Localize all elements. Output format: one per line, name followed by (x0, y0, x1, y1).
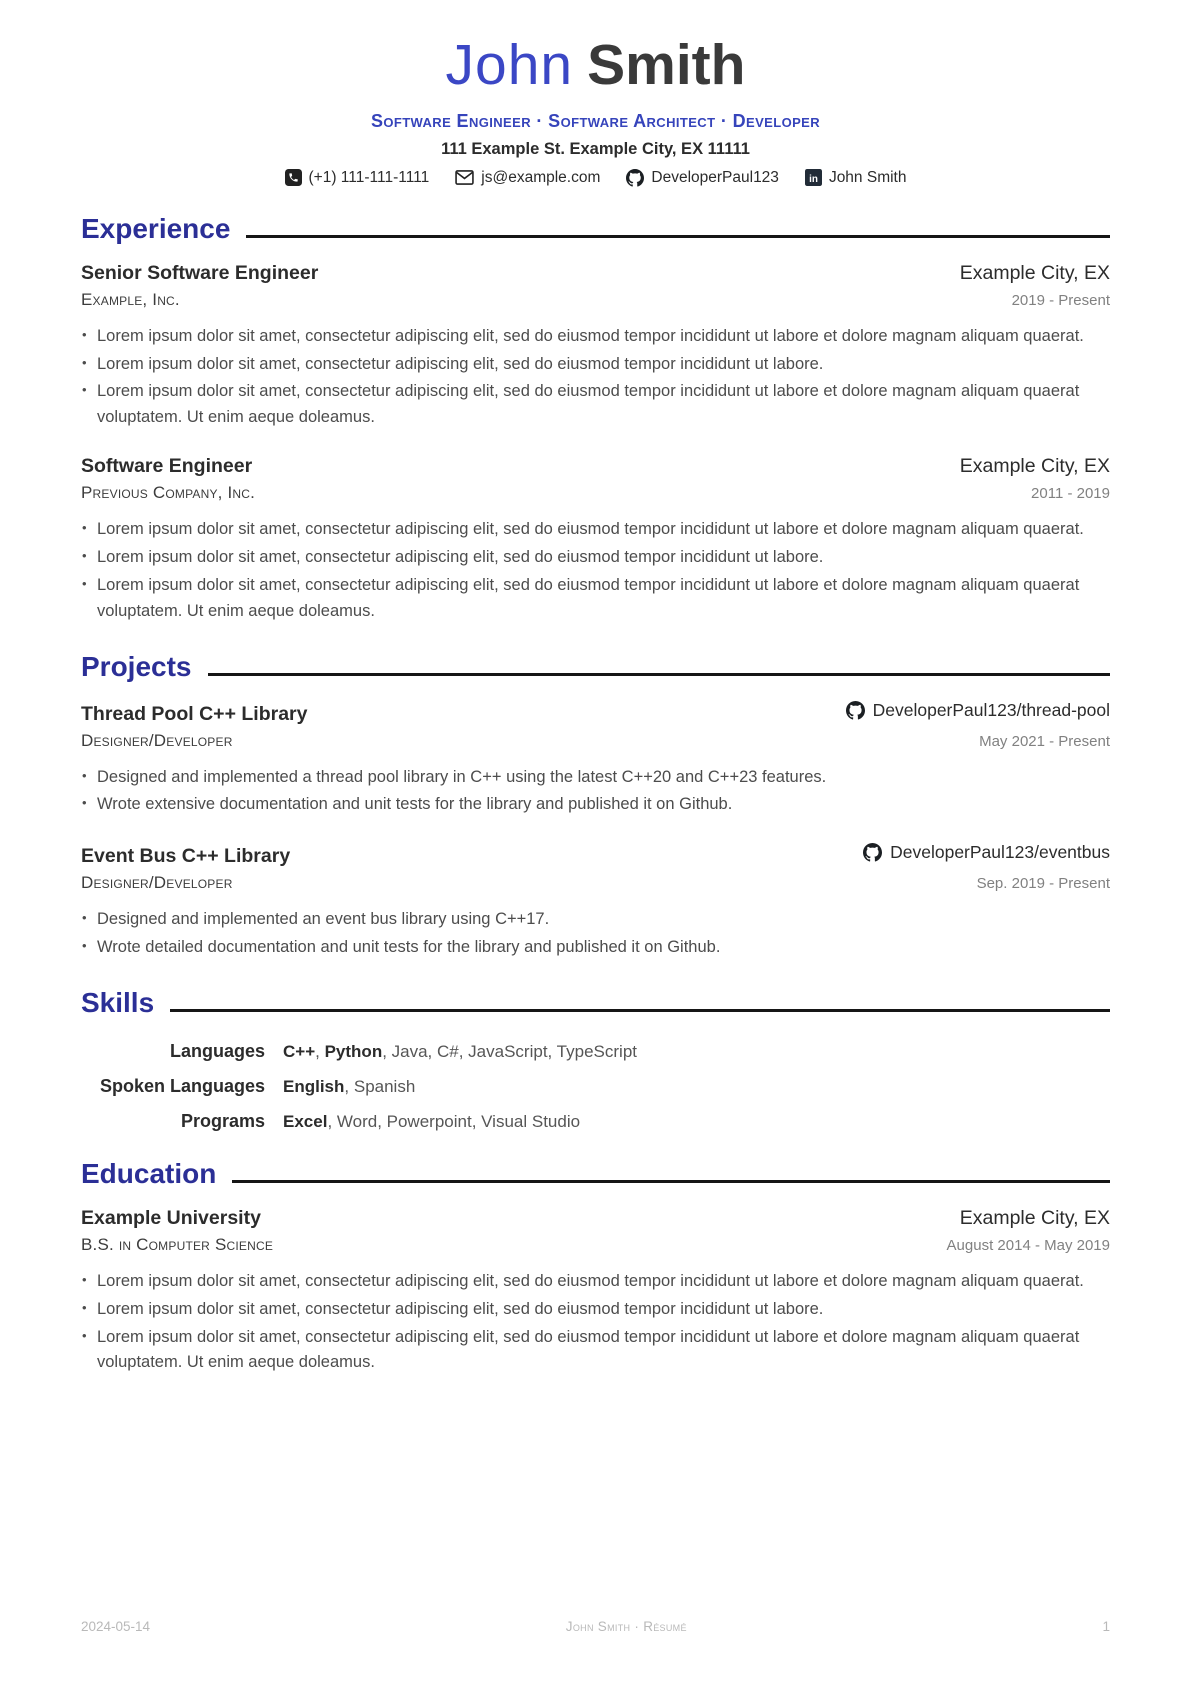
job-company: Previous Company, Inc. (81, 483, 256, 503)
phone-number: (+1) 111-111-1111 (308, 168, 430, 186)
project-bullets (81, 907, 1110, 961)
bullet-item: • Designed and implemented a thread pool library in C++ using the latest C++20 and C++23 features. (81, 765, 1110, 791)
first-name: John (445, 33, 574, 97)
page-title (81, 33, 1110, 97)
bullet-item: • Lorem ipsum dolor sit amet, consectetur adipiscing elit, sed do eiusmod tempor incididunt ut labore et dolore magnam aliquam quaerat. (81, 1269, 1110, 1295)
school-dates: August 2014 - May 2019 (946, 1236, 1110, 1254)
experience-entry (81, 455, 1110, 625)
project-role: Designer/Developer (81, 730, 233, 750)
skill-rest: , Java, C#, JavaScript, TypeScript (382, 1041, 637, 1061)
project-repo-link[interactable] (846, 700, 1110, 721)
page-footer (81, 1619, 1110, 1634)
project-repo: DeveloperPaul123/thread-pool (872, 699, 1110, 720)
section-skills (81, 988, 1110, 1132)
skill-rest: , Spanish (344, 1076, 416, 1096)
phone-link[interactable] (285, 169, 430, 187)
github-link[interactable] (626, 169, 779, 187)
skill-values (283, 1112, 1110, 1132)
skill-bold: Python (324, 1041, 383, 1061)
skill-sep: , (315, 1041, 325, 1061)
project-title: Event Bus C++ Library (81, 845, 291, 868)
section-title-experience: Experience (81, 212, 231, 244)
address: 111 Example St. Example City, EX 11111 (441, 139, 750, 158)
section-title-projects: Projects (81, 650, 192, 682)
education-entry (81, 1207, 1110, 1377)
project-entry (81, 842, 1110, 961)
job-location: Example City, EX (959, 261, 1110, 284)
project-entry (81, 700, 1110, 819)
section-title-skills: Skills (81, 987, 155, 1019)
mail-icon (455, 170, 474, 185)
skill-bold: English (283, 1076, 345, 1096)
footer-page-number: 1 (1102, 1619, 1110, 1634)
skill-label: Languages (169, 1040, 265, 1061)
bullet-item: • Lorem ipsum dolor sit amet, consectetur adipiscing elit, sed do eiusmod tempor incididunt ut labore et dolore magnam aliquam quaerat. (81, 517, 1110, 543)
footer-title: John Smith · Résumé (565, 1619, 687, 1634)
bullet-item: • Lorem ipsum dolor sit amet, consectetur adipiscing elit, sed do eiusmod tempor incididunt ut labore et dolore magnam aliquam quaerat voluptatem. Ut enim aeque doleamus. (81, 1325, 1110, 1377)
school-name: Example University (81, 1206, 261, 1229)
bullet-item: • Lorem ipsum dolor sit amet, consectetur adipiscing elit, sed do eiusmod tempor incididunt ut labore. (81, 1297, 1110, 1323)
skill-bold: C++ (283, 1041, 316, 1061)
bullet-item: • Designed and implemented an event bus library using C++17. (81, 907, 1110, 933)
email-link[interactable] (455, 169, 600, 187)
skill-label: Spoken Languages (99, 1075, 265, 1096)
education-bullets (81, 1269, 1110, 1377)
school-degree: B.S. in Computer Science (81, 1234, 274, 1254)
project-title: Thread Pool C++ Library (81, 702, 308, 725)
school-location: Example City, EX (959, 1206, 1110, 1229)
job-title: Senior Software Engineer (81, 261, 319, 284)
project-bullets (81, 765, 1110, 819)
project-role: Designer/Developer (81, 873, 233, 893)
section-projects (81, 652, 1110, 961)
skill-values (283, 1077, 1110, 1097)
linkedin-name: John Smith (828, 168, 907, 186)
bullet-item: • Lorem ipsum dolor sit amet, consectetur adipiscing elit, sed do eiusmod tempor incididunt ut labore et dolore magnam aliquam quaerat voluptatem. Ut enim aeque doleamus. (81, 379, 1110, 431)
skill-label: Programs (180, 1110, 265, 1131)
experience-entry (81, 262, 1110, 432)
skill-values (283, 1042, 1110, 1062)
last-name: Smith (587, 33, 746, 97)
bullet-item: • Lorem ipsum dolor sit amet, consectetur adipiscing elit, sed do eiusmod tempor incididunt ut labore. (81, 545, 1110, 571)
github-icon (863, 843, 882, 862)
section-rule (208, 673, 1111, 676)
project-dates: Sep. 2019 - Present (976, 875, 1110, 893)
bullet-item: • Lorem ipsum dolor sit amet, consectetur adipiscing elit, sed do eiusmod tempor incididunt ut labore et dolore magnam aliquam quaerat. (81, 324, 1110, 350)
section-rule (246, 235, 1110, 238)
section-title-education: Education (81, 1157, 217, 1189)
job-dates: 2019 - Present (1011, 291, 1110, 309)
footer-date: 2024-05-14 (81, 1619, 151, 1634)
tagline: Software Engineer · Software Architect · Developer (370, 110, 821, 131)
skill-bold: Excel (283, 1111, 328, 1131)
skill-rest: , Word, Powerpoint, Visual Studio (327, 1111, 581, 1131)
bullet-item: • Lorem ipsum dolor sit amet, consectetur adipiscing elit, sed do eiusmod tempor incididunt ut labore et dolore magnam aliquam quaerat voluptatem. Ut enim aeque doleamus. (81, 573, 1110, 625)
job-dates: 2011 - 2019 (1031, 485, 1110, 503)
svg-text:in: in (809, 174, 818, 186)
section-rule (170, 1009, 1110, 1012)
bullet-item: • Lorem ipsum dolor sit amet, consectetur adipiscing elit, sed do eiusmod tempor incididunt ut labore. (81, 352, 1110, 378)
bullet-item: • Wrote detailed documentation and unit tests for the library and published it on Github. (81, 935, 1110, 961)
github-icon (626, 169, 644, 187)
section-education (81, 1159, 1110, 1376)
job-company: Example, Inc. (81, 289, 180, 309)
job-title: Software Engineer (81, 455, 253, 478)
project-dates: May 2021 - Present (979, 732, 1110, 750)
bullet-item: • Wrote extensive documentation and unit tests for the library and published it on Github. (81, 792, 1110, 818)
github-icon (846, 701, 865, 720)
skills-table (81, 1041, 1110, 1132)
section-experience (81, 214, 1110, 625)
job-bullets (81, 324, 1110, 432)
github-username: DeveloperPaul123 (651, 168, 779, 186)
contact-row (81, 169, 1110, 187)
job-location: Example City, EX (959, 455, 1110, 478)
phone-icon (285, 169, 302, 186)
section-rule (232, 1180, 1110, 1183)
project-repo-link[interactable] (863, 842, 1110, 863)
resume-header (81, 33, 1110, 187)
project-repo: DeveloperPaul123/eventbus (890, 842, 1110, 863)
email-address: js@example.com (481, 168, 601, 186)
job-bullets (81, 517, 1110, 625)
linkedin-icon (805, 169, 822, 186)
linkedin-link[interactable] (805, 169, 907, 187)
